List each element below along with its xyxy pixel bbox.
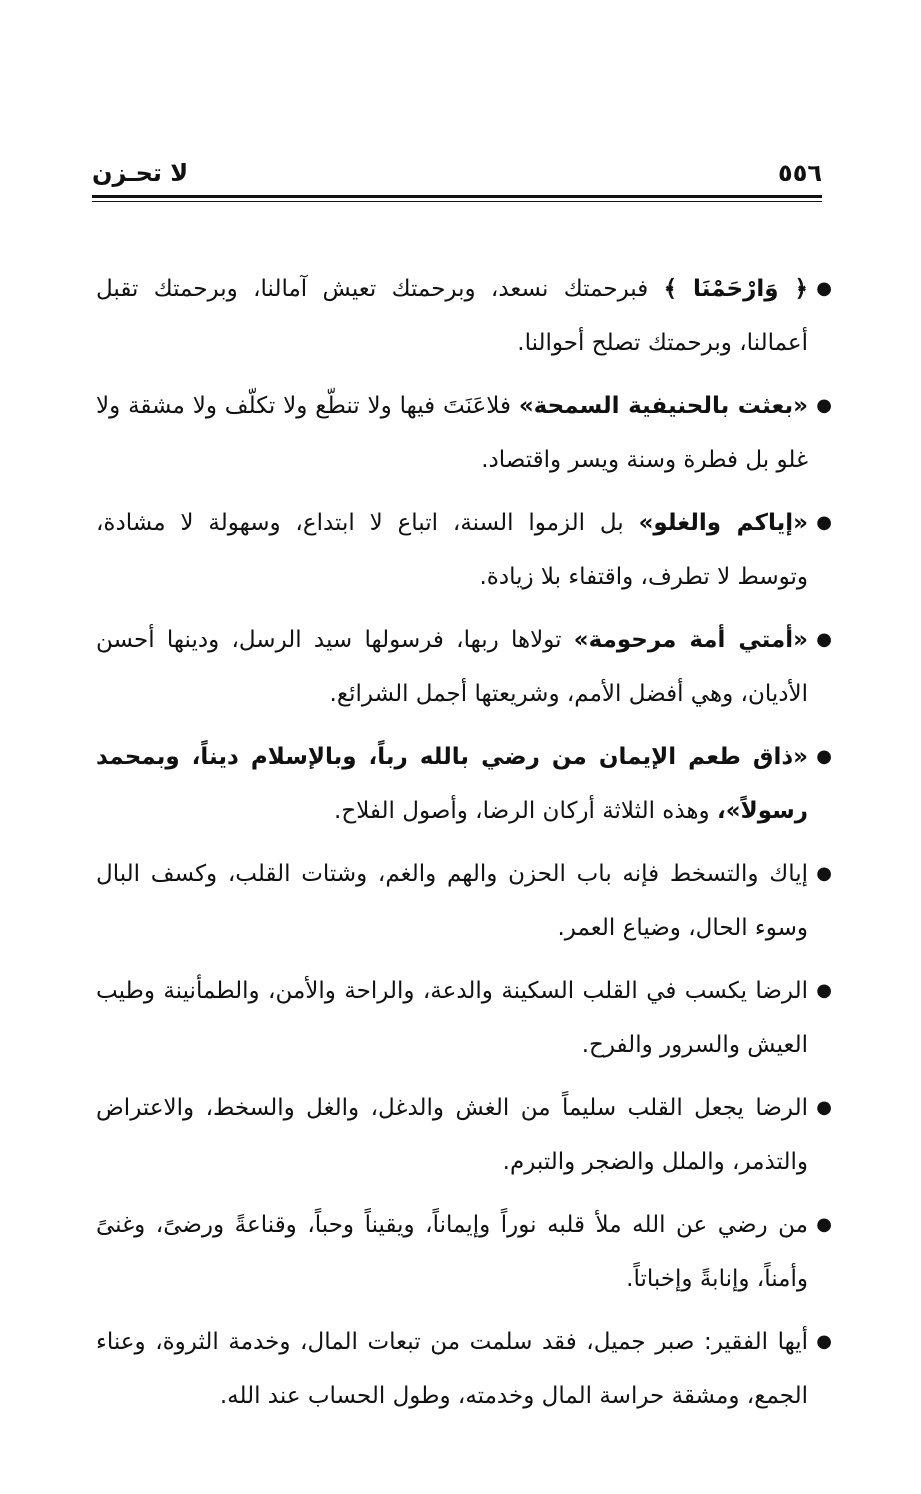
bullet-icon: ●	[816, 980, 832, 1001]
item-highlight: «إياكم والغلو»	[638, 510, 808, 536]
header-rule-thin	[92, 201, 822, 202]
bullet-icon: ●	[816, 863, 832, 884]
bullet-icon: ●	[816, 1331, 832, 1352]
item-highlight: «أمتي أمة مرحومة»	[573, 627, 808, 653]
item-highlight: «ذاق طعم الإيمان من رضي بالله رباً، وبالإسلام ديناً، وبمحمد رسولاً»،	[96, 744, 808, 824]
list-item	[96, 964, 832, 1072]
bullet-list	[96, 262, 832, 1432]
item-highlight: «بعثت بالحنيفية السمحة»	[518, 393, 808, 419]
book-title: لا تحـزن	[92, 159, 189, 187]
item-text: تولاها ربها، فرسولها سيد الرسل، ودينها أحسن الأديان، وهي أفضل الأمم، وشريعتها أجمل الشرائع.	[96, 627, 808, 707]
list-item	[96, 496, 832, 604]
item-highlight: ﴿ وَارْحَمْنَا ﴾	[663, 276, 808, 302]
page-number: ٥٥٦	[778, 159, 822, 187]
item-text: وهذه الثلاثة أركان الرضا، وأصول الفلاح.	[334, 798, 717, 824]
item-text: من رضي عن الله ملأ قلبه نوراً وإيماناً، ويقيناً وحباً، وقناعةً ورضىً، وغنىً وأمناً، وإنابةً وإخباتاً.	[96, 1212, 808, 1292]
item-text: فلاعَنَتَ فيها ولا تنطّع ولا تكلّف ولا مشقة ولا غلو بل فطرة وسنة ويسر واقتصاد.	[96, 393, 808, 473]
bullet-icon: ●	[816, 278, 832, 299]
item-text: بل الزموا السنة، اتباع لا ابتداع، وسهولة لا مشادة، وتوسط لا تطرف، واقتفاء بلا زيادة.	[96, 510, 808, 590]
list-item	[96, 1315, 832, 1423]
item-text: فبرحمتك نسعد، وبرحمتك تعيش آمالنا، وبرحمتك تقبل أعمالنا، وبرحمتك تصلح أحوالنا.	[96, 276, 808, 356]
bullet-icon: ●	[816, 512, 832, 533]
list-item	[96, 1081, 832, 1189]
item-text: أيها الفقير: صبر جميل، فقد سلمت من تبعات المال، وخدمة الثروة، وعناء الجمع، ومشقة حراسة المال وخدمته، وطول الحساب عند الله.	[96, 1329, 808, 1409]
header-rule-thick	[92, 195, 822, 198]
list-item	[96, 1198, 832, 1306]
bullet-icon: ●	[816, 395, 832, 416]
list-item	[96, 730, 832, 838]
bullet-icon: ●	[816, 1097, 832, 1118]
list-item	[96, 847, 832, 955]
bullet-icon: ●	[816, 1214, 832, 1235]
page-header	[92, 155, 822, 203]
bullet-icon: ●	[816, 629, 832, 650]
item-text: إياك والتسخط فإنه باب الحزن والهم والغم، وشتات القلب، وكسف البال وسوء الحال، وضياع العمر.	[96, 861, 808, 941]
list-item	[96, 613, 832, 721]
bullet-icon: ●	[816, 746, 832, 767]
item-text: الرضا يكسب في القلب السكينة والدعة، والراحة والأمن، والطمأنينة وطيب العيش والسرور والفرح.	[96, 978, 808, 1058]
list-item	[96, 262, 832, 370]
item-text: الرضا يجعل القلب سليماً من الغش والدغل، والغل والسخط، والاعتراض والتذمر، والملل والضجر والتبرم.	[96, 1095, 808, 1175]
list-item	[96, 379, 832, 487]
